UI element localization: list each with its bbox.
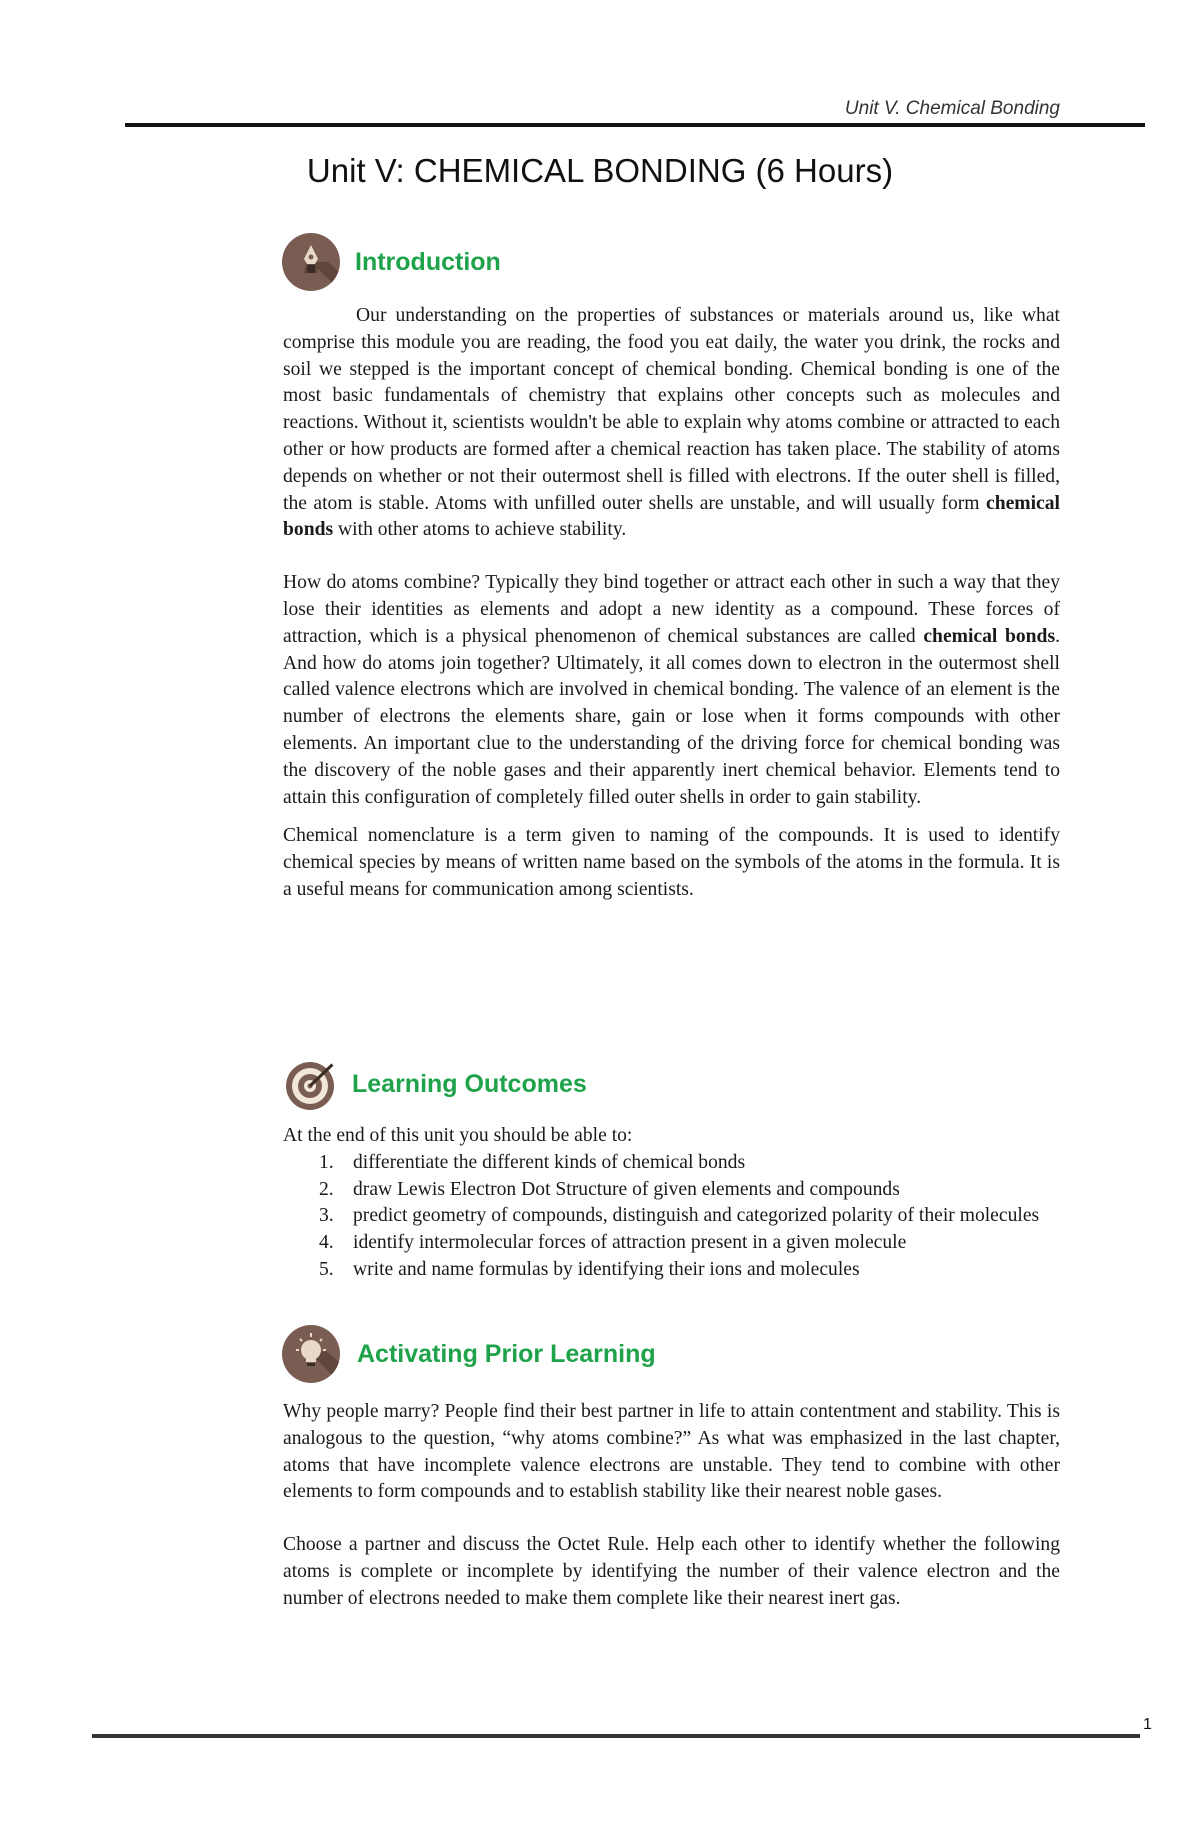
lightbulb-icon <box>282 1325 340 1383</box>
running-header: Unit V. Chemical Bonding <box>844 98 1060 119</box>
header-rule <box>125 123 1145 127</box>
activating-prior-learning-heading: Activating Prior Learning <box>357 1339 656 1368</box>
introduction-paragraph-2: How do atoms combine? Typically they bind together or attract each other in such a way that they lose their identities as elements and adopt a new identity as a compound. These forces of attraction, which is a physical phenomenon of chemical substances are called chemical bonds. And how do atoms join together? Ultimately, it all comes down to electron in the outermost shell called valence electrons which are involved in chemical bonding. The valence of an element is the number of electrons the elements share, gain or lose when it forms compounds with other elements. An important clue to the understanding of the driving force for chemical bonding was the discovery of the noble gases and their apparently inert chemical behavior. Elements tend to attain this configuration of completely filled outer shells in order to gain stability. <box>283 572 1060 808</box>
target-icon <box>282 1055 340 1113</box>
list-item: 1. differentiate the different kinds of chemical bonds <box>319 1151 746 1173</box>
activating-prior-learning-section-head <box>282 1325 656 1383</box>
introduction-paragraph-3: Chemical nomenclature is a term given to naming of the compounds. It is used to identify chemical species by means of written name based on the symbols of the atoms in the formula. It is a useful means for communication among scientists. <box>283 825 1060 900</box>
page-title: Unit V: CHEMICAL BONDING (6 Hours) <box>306 152 894 189</box>
page-number: 1 <box>1143 1716 1152 1733</box>
footer-rule <box>92 1734 1140 1738</box>
introduction-section-head <box>282 233 501 291</box>
introduction-heading: Introduction <box>355 247 501 276</box>
activating-paragraph-2: Choose a partner and discuss the Octet Rule. Help each other to identify whether the following atoms is complete or incomplete by identifying the number of their valence electron and the number of electrons needed to make them complete like their nearest inert gas. <box>283 1534 1060 1609</box>
learning-outcomes-list <box>283 1123 1060 1284</box>
introduction-paragraph-1: Our understanding on the properties of substances or materials around us, like what comprise this module you are reading, the food you eat daily, the water you drink, the rocks and soil we stepped is the important concept of chemical bonding. Chemical bonding is one of the most basic fundamentals of chemistry that explains other concepts such as molecules and reactions. Without it, scientists wouldn't be able to explain why atoms combine or attracted to each other or how products are formed after a chemical reaction has taken place. The stability of atoms depends on whether or not their outermost shell is filled with electrons. If the outer shell is filled, the atom is stable. Atoms with unfilled outer shells are unstable, and will usually form chemical bonds with other atoms to achieve stability. <box>283 305 1060 541</box>
introduction-body <box>283 303 1060 904</box>
activating-prior-learning-body <box>283 1399 1060 1613</box>
list-item: 3. predict geometry of compounds, distinguish and categorized polarity of their molecules <box>319 1205 1040 1227</box>
bold-term: chemical bonds <box>283 492 1060 541</box>
activating-paragraph-1: Why people marry? People find their best partner in life to attain contentment and stability. This is analogous to the question, “why atoms combine?” As what was emphasized in the last chapter, atoms that have incomplete valence electrons are unstable. They tend to combine with other elements to form compounds and to establish stability like their nearest noble gases. <box>283 1401 1060 1503</box>
bold-term: chemical bonds <box>923 625 1056 647</box>
list-item: 2. draw Lewis Electron Dot Structure of given elements and compounds <box>319 1178 900 1200</box>
learning-outcomes-heading: Learning Outcomes <box>352 1069 587 1098</box>
pen-nib-icon <box>282 233 340 291</box>
learning-outcomes-section-head <box>282 1055 587 1113</box>
outcomes-intro: At the end of this unit you should be able to: <box>283 1125 633 1146</box>
list-item: 5. write and name formulas by identifying their ions and molecules <box>319 1258 860 1280</box>
list-item: 4. identify intermolecular forces of attraction present in a given molecule <box>319 1232 907 1254</box>
